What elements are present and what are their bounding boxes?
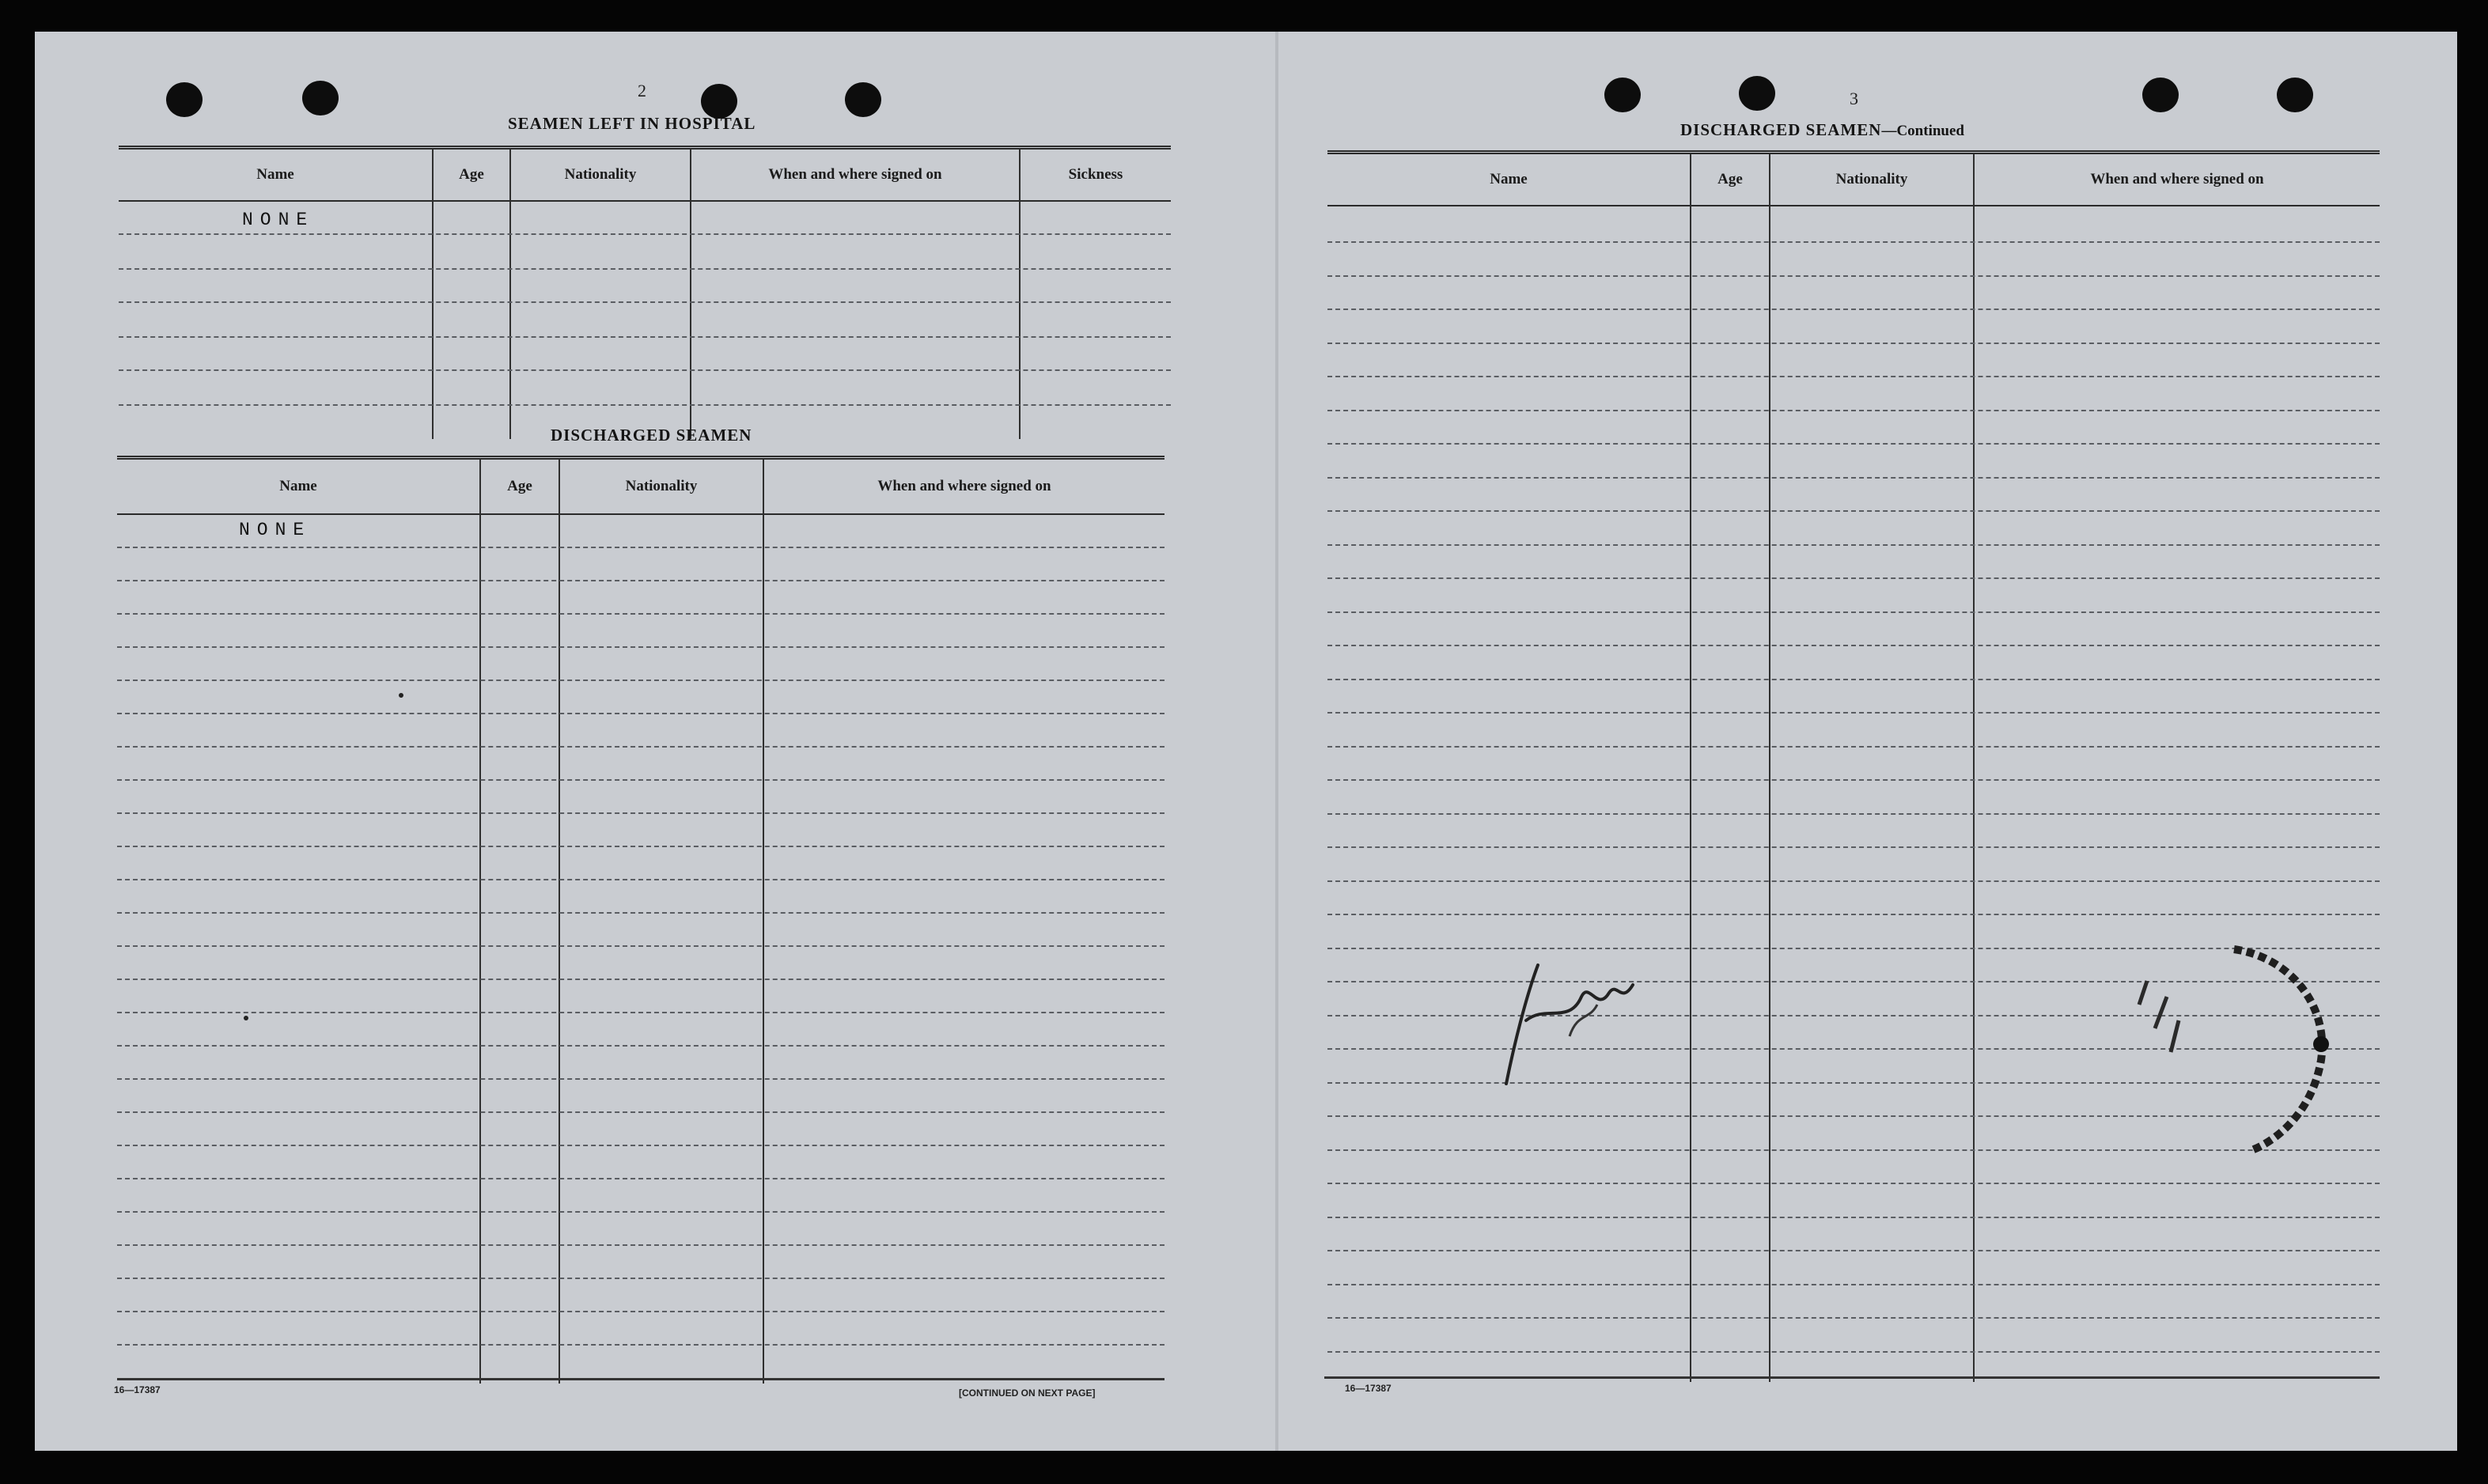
row-rule [1327, 343, 2380, 344]
col-name-header: Name [279, 478, 317, 494]
row-rule [1327, 1284, 2380, 1285]
row-rule [1327, 813, 2380, 815]
hospital-table-header [119, 150, 1171, 202]
row-rule [117, 1012, 1164, 1013]
punch-hole [302, 81, 339, 115]
page-number-left: 2 [638, 81, 646, 100]
signature-mark [1451, 949, 1657, 1100]
col-age-header: Age [459, 166, 484, 183]
column-divider [509, 150, 511, 439]
row-rule [117, 646, 1164, 648]
discharged-table-header [117, 460, 1164, 515]
form-number-right: 16—17387 [1345, 1383, 1392, 1394]
row-rule [1327, 746, 2380, 748]
page-bottom-rule [1324, 1376, 2380, 1379]
row-rule [1327, 443, 2380, 445]
row-rule [117, 846, 1164, 847]
row-rule [1327, 544, 2380, 546]
row-rule [117, 979, 1164, 980]
row-rule [119, 336, 1171, 338]
row-rule [117, 680, 1164, 681]
page-fold [1275, 32, 1278, 1451]
row-rule [119, 233, 1171, 235]
column-divider [1769, 154, 1770, 1382]
row-rule [1327, 611, 2380, 613]
discharged-table-right [1327, 150, 2380, 1382]
ink-speck [399, 693, 403, 698]
row-rule [1327, 1183, 2380, 1184]
col-sickness-header: Sickness [1068, 166, 1123, 183]
row-rule [1327, 241, 2380, 243]
hospital-entry: NONE [242, 210, 315, 230]
row-rule [119, 301, 1171, 303]
row-rule [117, 713, 1164, 714]
row-rule [1327, 679, 2380, 680]
col-signed-on-header: When and where signed on [2090, 171, 2264, 187]
discharged-table-left [117, 456, 1164, 1384]
row-rule [117, 1344, 1164, 1346]
punch-hole [2142, 78, 2179, 112]
discharged-section-title: DISCHARGED SEAMEN [551, 426, 752, 445]
punch-hole [845, 82, 881, 117]
column-divider [1973, 154, 1975, 1382]
row-rule [117, 1178, 1164, 1179]
punch-hole [2277, 78, 2313, 112]
row-rule [1327, 914, 2380, 915]
punch-hole [1604, 78, 1641, 112]
col-nationality-header: Nationality [1835, 171, 1908, 187]
row-rule [117, 812, 1164, 814]
punch-hole [1739, 76, 1775, 111]
row-rule [1327, 410, 2380, 411]
column-divider [690, 150, 691, 439]
row-rule [117, 1278, 1164, 1279]
row-rule [117, 580, 1164, 581]
column-divider [432, 150, 434, 439]
row-rule [117, 1311, 1164, 1312]
page-bottom-rule [117, 1378, 1164, 1380]
col-name-header: Name [256, 166, 294, 183]
continued-suffix: —Continued [1881, 123, 1964, 139]
row-rule [1327, 1317, 2380, 1319]
discharged-entry: NONE [239, 520, 312, 540]
row-rule [1327, 712, 2380, 714]
row-rule [117, 912, 1164, 914]
row-rule [1327, 846, 2380, 848]
row-rule [119, 369, 1171, 371]
hospital-table [119, 146, 1171, 439]
row-rule [1327, 1217, 2380, 1218]
col-name-header: Name [1490, 171, 1528, 187]
row-rule [117, 1078, 1164, 1080]
page-number-right: 3 [1850, 89, 1858, 108]
row-rule [117, 1045, 1164, 1047]
col-signed-on-header: When and where signed on [877, 478, 1051, 494]
row-rule [117, 746, 1164, 748]
row-rule [1327, 510, 2380, 512]
col-signed-on-header: When and where signed on [768, 166, 942, 183]
document-sheet [35, 32, 2457, 1451]
discharged-continued-title [1680, 120, 1964, 140]
row-rule [1327, 1250, 2380, 1251]
discharged-table-header [1327, 154, 2380, 206]
discharged-title-text: DISCHARGED SEAMEN [1680, 120, 1882, 139]
row-rule [117, 613, 1164, 615]
row-rule [117, 547, 1164, 548]
row-rule [117, 1145, 1164, 1146]
row-rule [117, 779, 1164, 781]
ink-speck [244, 1016, 248, 1020]
row-rule [1327, 309, 2380, 310]
col-age-header: Age [1717, 171, 1743, 187]
row-rule [117, 945, 1164, 947]
row-rule [1327, 376, 2380, 377]
row-rule [1327, 1351, 2380, 1353]
circular-stamp [2092, 933, 2353, 1171]
row-rule [1327, 577, 2380, 579]
row-rule [1327, 477, 2380, 479]
column-divider [1019, 150, 1021, 439]
row-rule [1327, 880, 2380, 882]
row-rule [117, 879, 1164, 880]
continued-note: [CONTINUED ON NEXT PAGE] [959, 1387, 1096, 1399]
row-rule [119, 404, 1171, 406]
row-rule [117, 1111, 1164, 1113]
row-rule [117, 1244, 1164, 1246]
form-number-left: 16—17387 [114, 1384, 161, 1395]
punch-hole [166, 82, 203, 117]
hospital-section-title: SEAMEN LEFT IN HOSPITAL [508, 114, 756, 133]
row-rule [1327, 275, 2380, 277]
col-nationality-header: Nationality [564, 166, 637, 183]
column-divider [1690, 154, 1691, 1382]
row-rule [117, 1211, 1164, 1213]
col-age-header: Age [507, 478, 532, 494]
col-nationality-header: Nationality [625, 478, 698, 494]
row-rule [1327, 779, 2380, 781]
row-rule [119, 268, 1171, 270]
row-rule [1327, 645, 2380, 646]
